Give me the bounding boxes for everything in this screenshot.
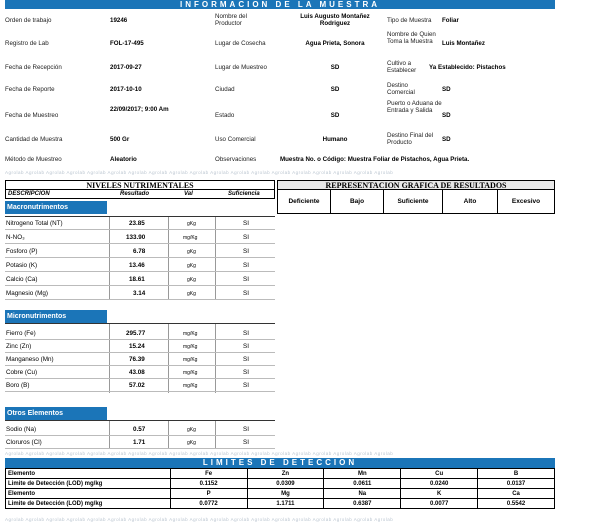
limits-cell: Mg [247, 489, 324, 499]
info-value: FOL-17-495 [110, 40, 144, 47]
limits-cell: 1.1711 [247, 499, 324, 509]
nutrient-name: Potasio (K) [6, 262, 38, 269]
graph-title: REPRESENTACION GRAFICA DE RESULTADOS [277, 180, 555, 190]
nutrient-unit: gKg [187, 249, 196, 255]
info-value: SD [442, 112, 451, 119]
nutrient-sufficiency: SI [243, 369, 249, 376]
info-value: SD [330, 86, 340, 93]
limits-element-row [6, 469, 555, 479]
limits-cell: 0.0137 [478, 479, 555, 489]
info-label: Lugar de Muestreo [215, 64, 267, 71]
nutrient-unit: mg/Kg [183, 235, 198, 241]
info-value: SD [330, 64, 340, 71]
info-value: 2017-10-10 [110, 86, 142, 93]
nutrient-name: Sodio (Na) [6, 426, 37, 433]
nutrient-name: N-NO₃ [6, 234, 25, 241]
sample-info-section [5, 9, 555, 169]
section-divider [5, 323, 275, 324]
limits-cell: B [478, 469, 555, 479]
col-val: Val [184, 191, 193, 197]
info-label: Destino Comercial [387, 82, 415, 96]
info-value: Luis Montañez [442, 40, 485, 47]
info-row [5, 61, 555, 81]
nutrient-unit: mg/Kg [183, 383, 198, 389]
limits-cell: Mn [324, 469, 401, 479]
info-label: Registro de Lab [5, 40, 49, 47]
info-label: Método de Muestreo [5, 156, 62, 163]
info-label: Puerto o Aduana de Entrada y Salida [387, 100, 442, 114]
limits-row-label: Elemento [6, 469, 171, 479]
detection-limits-table [5, 468, 555, 509]
nutrient-value: 43.08 [129, 369, 145, 376]
nutrient-row [5, 366, 275, 379]
info-label: Fecha de Recepción [5, 64, 62, 71]
info-value: 19246 [110, 17, 128, 24]
limits-cell: Fe [170, 469, 247, 479]
info-label: Tipo de Muestra [387, 17, 432, 24]
nutrient-sufficiency: SI [243, 330, 249, 337]
nutrient-unit: gKg [187, 427, 196, 433]
info-value: 2017-09-27 [110, 64, 142, 71]
nutrient-value: 295.77 [126, 330, 146, 337]
info-value: SD [442, 86, 451, 93]
nutrient-unit: mg/Kg [183, 357, 198, 363]
info-value: Muestra No. o Código: Muestra Foliar de Pistachos, Agua Prieta. [280, 156, 470, 163]
info-row [5, 154, 555, 168]
section-otros-elementos: Otros Elementos [5, 407, 107, 420]
limits-cell: 0.6387 [324, 499, 401, 509]
nutrient-name: Manganeso (Mn) [6, 356, 54, 363]
limits-row-label: Elemento [6, 489, 171, 499]
limits-cell: 0.0309 [247, 479, 324, 489]
limits-cell: Zn [247, 469, 324, 479]
info-value: 22/09/2017; 9:00 Am [110, 106, 169, 113]
limits-value-row [6, 499, 555, 509]
limits-cell: 0.0611 [324, 479, 401, 489]
info-label: Orden de trabajo [5, 17, 52, 24]
nutrient-row [5, 327, 275, 340]
nutrient-unit: mg/Kg [183, 370, 198, 376]
info-value: Foliar [442, 17, 459, 24]
info-row [5, 31, 555, 57]
info-row [5, 100, 555, 130]
nutrient-row [5, 340, 275, 353]
nutrient-name: Boro (B) [6, 382, 30, 389]
info-label: Uso Comercial [215, 136, 256, 143]
info-value: SD [442, 136, 451, 143]
nutrient-value: 6.78 [133, 248, 146, 255]
nutrient-name: Fierro (Fe) [6, 330, 36, 337]
info-label: Estado [215, 112, 235, 119]
nutrient-value: 3.14 [133, 290, 146, 297]
info-value: Luis Augusto Montañez Rodriguez [300, 13, 370, 27]
section-divider [5, 420, 275, 421]
col-resultado: Resultado [120, 191, 150, 197]
nutrient-name: Fosforo (P) [6, 248, 38, 255]
nutrient-value: 23.85 [129, 220, 145, 227]
nutrient-columns-header [5, 190, 275, 199]
nutrient-row [5, 353, 275, 366]
limits-cell: 0.0077 [401, 499, 478, 509]
graph-col-alto: Alto [442, 190, 498, 214]
nutrient-sufficiency: SI [243, 382, 249, 389]
graph-col-excesivo: Excesivo [497, 190, 555, 214]
nutrient-sufficiency: SI [243, 234, 249, 241]
info-label: Nombre de Quien Toma la Muestra [387, 31, 436, 45]
nutrient-sufficiency: SI [243, 248, 249, 255]
nutrient-value: 0.57 [133, 426, 146, 433]
limits-header-band: LIMITES DE DETECCION [5, 458, 555, 468]
nutrient-row [5, 259, 275, 272]
limits-cell: K [401, 489, 478, 499]
limits-cell: P [170, 489, 247, 499]
nutrient-row [5, 379, 275, 392]
nutrient-unit: gKg [187, 440, 196, 446]
nutrient-name: Zinc (Zn) [6, 343, 32, 350]
limits-cell: Ca [478, 489, 555, 499]
nutrient-row [5, 217, 275, 230]
info-header-band: INFORMACION DE LA MUESTRA [5, 0, 555, 9]
nutrient-sufficiency: SI [243, 276, 249, 283]
limits-row-label: Limite de Detección (LOD) mg/kg [6, 479, 171, 489]
info-value: Humano [322, 136, 348, 143]
nutrient-value: 57.02 [129, 382, 145, 389]
info-label: Observaciones [215, 156, 257, 163]
info-label: Fecha de Reporte [5, 86, 55, 93]
limits-element-row [6, 489, 555, 499]
nutrient-unit: gKg [187, 291, 196, 297]
nutrient-row [5, 423, 275, 436]
nutrient-unit: gKg [187, 277, 196, 283]
nutrient-name: Cloruros (Cl) [6, 439, 42, 446]
nutrient-value: 13.46 [129, 262, 145, 269]
graph-col-suficiente: Suficiente [383, 190, 443, 214]
info-value: Agua Prieta, Sonora [305, 40, 365, 47]
info-label: Cultivo a Establecer [387, 60, 417, 74]
info-label: Ciudad [215, 86, 235, 93]
nutrient-sufficiency: SI [243, 262, 249, 269]
limits-cell: Cu [401, 469, 478, 479]
section-micronutrimentos: Micronutrimentos [5, 310, 107, 323]
limits-cell: 0.0772 [170, 499, 247, 509]
info-row [5, 133, 555, 153]
nutrient-name: Magnesio (Mg) [6, 290, 48, 297]
nutrient-sufficiency: SI [243, 220, 249, 227]
nutrient-value: 1.71 [133, 439, 146, 446]
nutrient-unit: gKg [187, 263, 196, 269]
nutrient-row [5, 245, 275, 258]
info-value: 500 Gr [110, 136, 130, 143]
nutrient-value: 15.24 [129, 343, 145, 350]
limits-cell: Na [324, 489, 401, 499]
limits-row-label: Limite de Detección (LOD) mg/kg [6, 499, 171, 509]
info-label: Nombre del Productor [215, 13, 247, 27]
info-row [5, 83, 555, 103]
info-value: Ya Establecido: Pistachos [429, 64, 506, 71]
nutrient-name: Cobre (Cu) [6, 369, 38, 376]
nutrient-unit: gKg [187, 221, 196, 227]
nutrient-name: Calcio (Ca) [6, 276, 38, 283]
nutrient-unit: mg/Kg [183, 331, 198, 337]
info-value: SD [330, 112, 340, 119]
watermark: Agrolab Agrolab Agrolab Agrolab Agrolab Agrolab Agrolab Agrolab Agrolab Agrolab Agrolab Agrolab Agrolab Agrolab Agrolab Agrolab Agrolab Agrolab Agrolab [5, 451, 394, 456]
limits-cell: 0.5542 [478, 499, 555, 509]
nutrient-value: 18.61 [129, 276, 145, 283]
col-suficiencia: Suficiencia [228, 191, 260, 197]
col-descripcion: DESCRIPCION [8, 191, 50, 197]
nutrient-levels-title: NIVELES NUTRIMENTALES [5, 180, 275, 190]
limits-value-row [6, 479, 555, 489]
limits-cell: 0.1152 [170, 479, 247, 489]
nutrient-row [5, 231, 275, 244]
section-macronutrimentos: Macronutrimentos [5, 201, 107, 214]
nutrient-sufficiency: SI [243, 290, 249, 297]
info-label: Fecha de Muestreo [5, 112, 59, 119]
nutrient-row [5, 273, 275, 286]
info-value: Aleatorio [110, 156, 137, 163]
nutrient-sufficiency: SI [243, 343, 249, 350]
watermark: Agrolab Agrolab Agrolab Agrolab Agrolab Agrolab Agrolab Agrolab Agrolab Agrolab Agrolab Agrolab Agrolab Agrolab Agrolab Agrolab Agrolab Agrolab Agrolab [5, 517, 394, 522]
info-label: Lugar de Cosecha [215, 40, 266, 47]
nutrient-sufficiency: SI [243, 439, 249, 446]
watermark: Agrolab Agrolab Agrolab Agrolab Agrolab Agrolab Agrolab Agrolab Agrolab Agrolab Agrolab Agrolab Agrolab Agrolab Agrolab Agrolab Agrolab Agrolab Agrolab [5, 170, 394, 175]
nutrient-row [5, 287, 275, 300]
graph-col-bajo: Bajo [330, 190, 384, 214]
nutrient-value: 76.39 [129, 356, 145, 363]
info-label: Cantidad de Muestra [5, 136, 63, 143]
nutrient-name: Nitrogeno Total (NT) [6, 220, 63, 227]
limits-cell: 0.0240 [401, 479, 478, 489]
nutrient-sufficiency: SI [243, 356, 249, 363]
nutrient-value: 133.90 [126, 234, 146, 241]
info-row [5, 13, 555, 33]
nutrient-unit: mg/Kg [183, 344, 198, 350]
nutrient-sufficiency: SI [243, 426, 249, 433]
graph-col-deficiente: Deficiente [277, 190, 331, 214]
nutrient-row [5, 436, 275, 449]
info-label: Destino Final del Producto [387, 132, 434, 146]
